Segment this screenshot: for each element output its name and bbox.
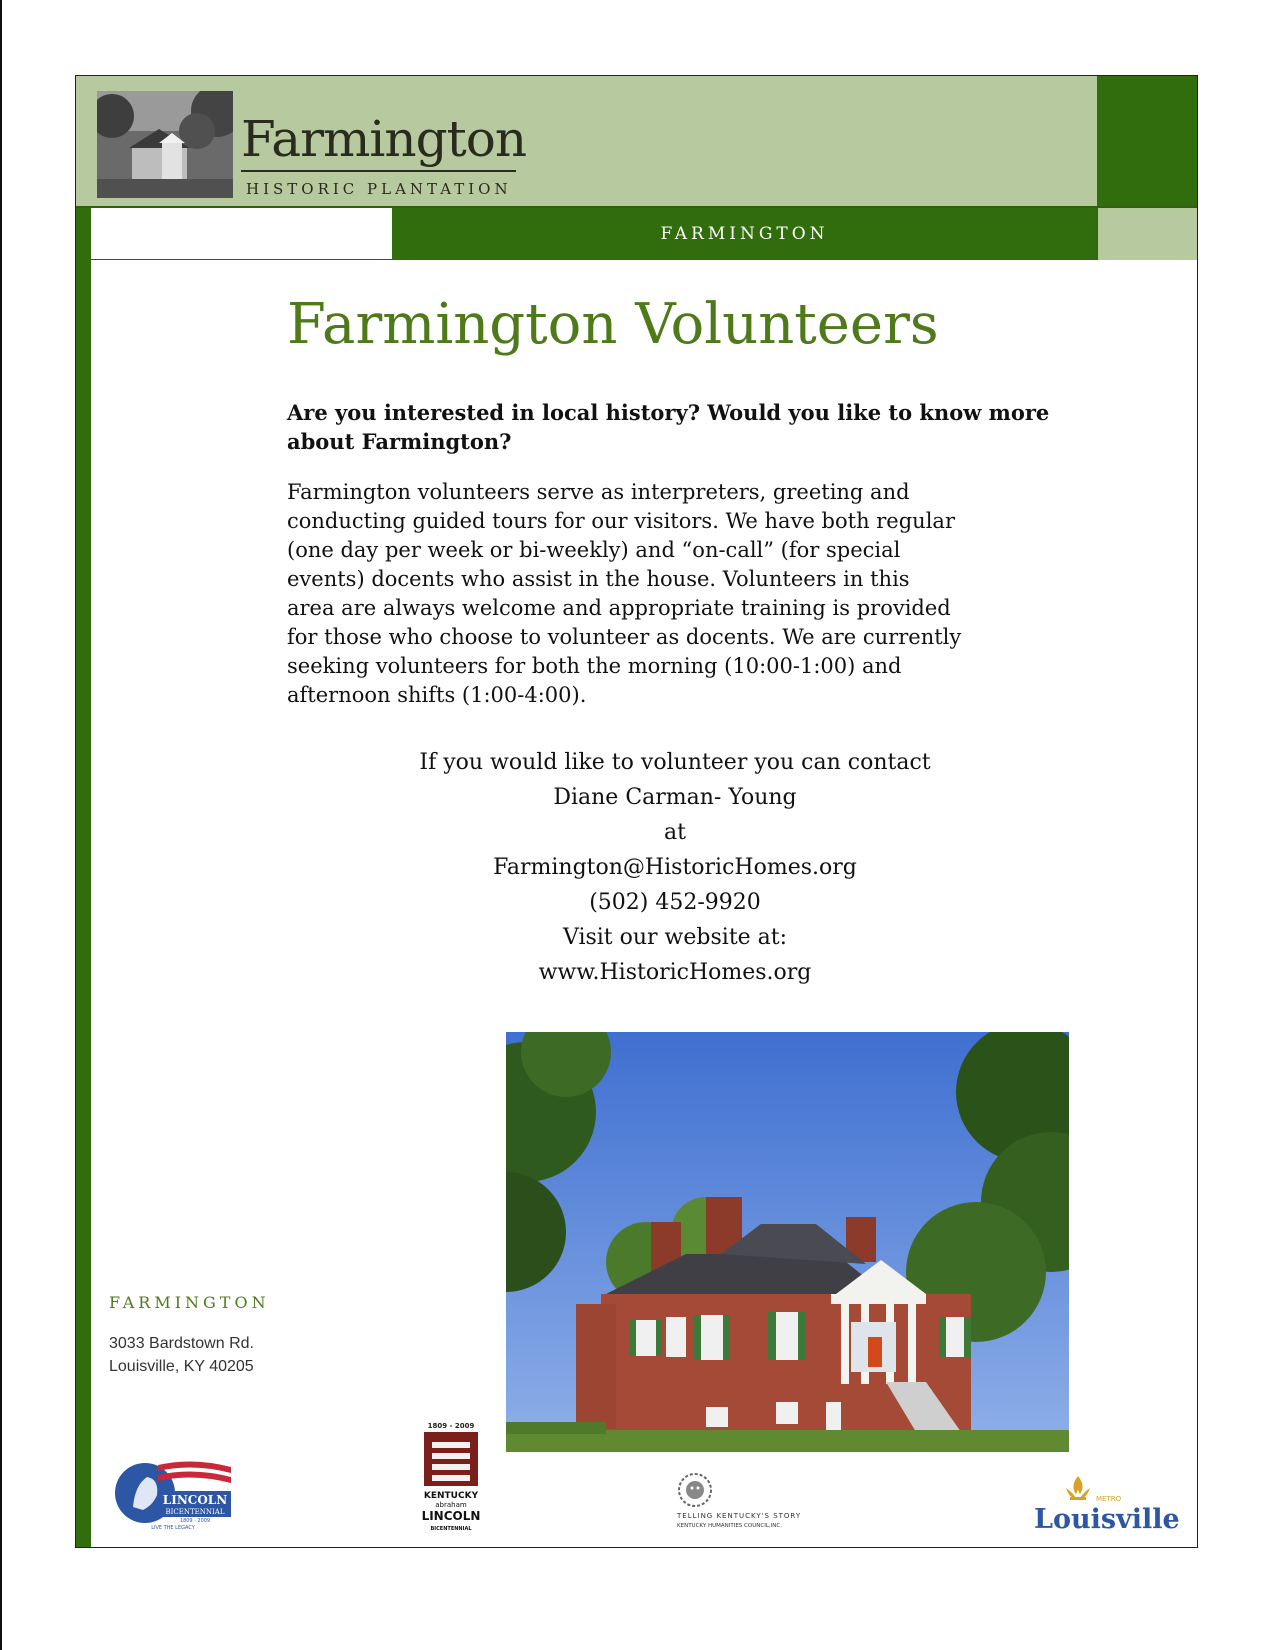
contact-block — [300, 745, 1050, 990]
kentucky-lincoln-logo — [420, 1420, 482, 1535]
lincoln-years: 1809 · 2009 — [179, 1518, 211, 1524]
subheader-label: FARMINGTON — [660, 224, 829, 244]
farmington-house-photo — [506, 1032, 1069, 1452]
contact-phone: (502) 452-9920 — [589, 890, 761, 915]
humanities-line1: TELLING KENTUCKY'S STORY — [677, 1512, 802, 1520]
ky-years: 1809 - 2009 — [427, 1422, 475, 1430]
contact-intro: If you would like to volunteer you can contact — [419, 750, 931, 775]
body-line: for those who choose to volunteer as docents. We are currently — [287, 625, 962, 649]
louisville-name: Louisville — [1034, 1504, 1180, 1535]
lincoln-bicentennial-logo — [113, 1455, 233, 1530]
contact-at: at — [664, 820, 686, 845]
logo-subtitle: HISTORIC PLANTATION — [246, 180, 512, 198]
louisville-metro: METRO — [1096, 1495, 1122, 1503]
logo-house-photo — [97, 91, 233, 198]
address-line: Louisville, KY 40205 — [109, 1358, 254, 1375]
body-line: seeking volunteers for both the morning (10:00-1:00) and — [287, 654, 902, 678]
body-line: events) docents who assist in the house. Volunteers in this — [287, 567, 910, 591]
website-intro: Visit our website at: — [562, 925, 788, 950]
ky-line2: abraham — [435, 1501, 467, 1509]
lincoln-bicentennial-mark — [113, 1455, 233, 1530]
kentucky-lincoln-mark — [420, 1420, 482, 1535]
lincoln-tagline: LIVE THE LEGACY — [151, 1525, 195, 1530]
logo-divider — [241, 170, 516, 172]
humanities-line2: KENTUCKY HUMANITIES COUNCIL,INC. — [677, 1523, 782, 1529]
footer-label: FARMINGTON — [109, 1293, 270, 1312]
ky-line1: KENTUCKY — [423, 1491, 479, 1501]
louisville-metro-logo — [1030, 1470, 1180, 1535]
subheader-white-block — [91, 208, 392, 260]
lead-question: Are you interested in local history? Would you like to know more about Farmington? — [287, 400, 1050, 454]
contact-name: Diane Carman- Young — [553, 785, 797, 810]
website-link[interactable]: www.HistoricHomes.org — [538, 960, 812, 985]
footer-address — [109, 1332, 254, 1378]
left-accent-bar — [76, 208, 91, 1547]
ky-line4: BICENTENNIAL — [430, 1526, 472, 1532]
body-line: area are always welcome and appropriate training is provided — [287, 596, 951, 620]
logo-house-drawing — [97, 91, 233, 198]
address-line: 3033 Bardstown Rd. — [109, 1335, 254, 1352]
subheader-band — [392, 208, 1097, 260]
header-dark-block — [1097, 76, 1197, 206]
louisville-mark — [1030, 1470, 1180, 1535]
humanities-mark — [675, 1470, 850, 1530]
kentucky-humanities-logo — [675, 1470, 850, 1530]
house-illustration — [506, 1032, 1069, 1452]
subheader-light-block — [1097, 208, 1197, 260]
body-line: Farmington volunteers serve as interpreters, greeting and — [287, 480, 910, 504]
lincoln-name: LINCOLN — [162, 1493, 228, 1507]
lincoln-sub: BICENTENNIAL — [165, 1508, 225, 1516]
page-title: Farmington Volunteers — [287, 292, 939, 357]
logo-title: Farmington — [241, 110, 527, 168]
page-edge — [0, 0, 2, 1650]
contact-email-link[interactable]: Farmington@HistoricHomes.org — [493, 855, 857, 880]
ky-line3: LINCOLN — [421, 1509, 481, 1523]
body-line: afternoon shifts (1:00-4:00). — [287, 683, 587, 707]
body-line: (one day per week or bi-weekly) and “on-call” (for special — [287, 538, 901, 562]
body-line: conducting guided tours for our visitors. We have both regular — [287, 509, 955, 533]
body-paragraph — [287, 478, 1077, 710]
